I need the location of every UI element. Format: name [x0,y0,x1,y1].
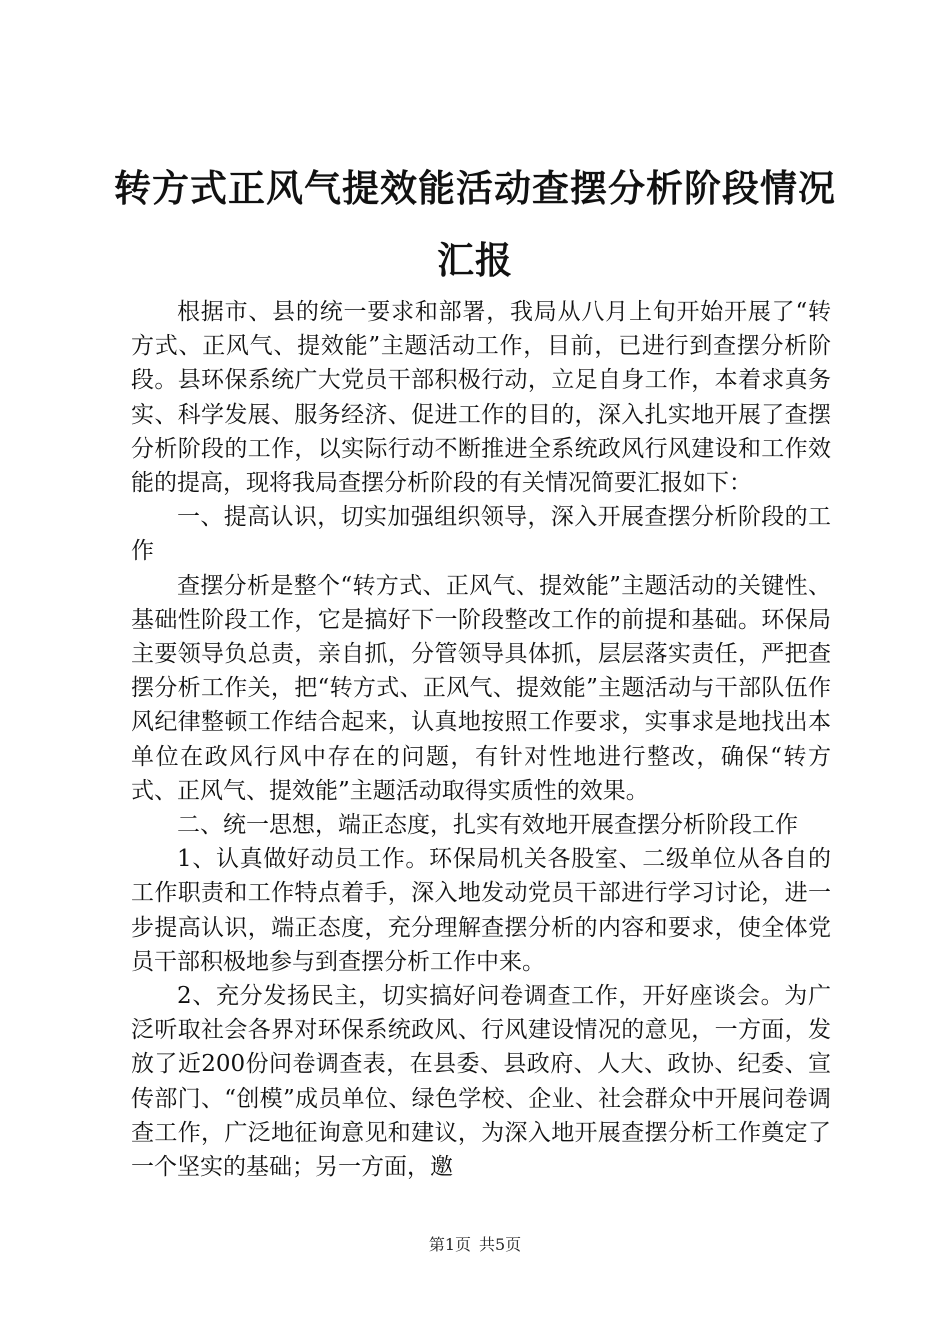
page-footer [0,1232,950,1255]
paragraph-section-1: 查摆分析是整个“转方式、正风气、提效能”主题活动的关键性、基础性阶段工作，它是搞好下一阶段整改工作的前提和基础。环保局主要领导负总责，亲自抓，分管领导具体抓，层层落实责任，严把查摆分析工作关，把“转方式、正风气、提效能”主题活动与干部队伍作风纪律整顿工作结合起来，认真地按照工作要求，实事求是地找出本单位在政风行风中存在的问题，有针对性地进行整改，确保“转方式、正风气、提效能”主题活动取得实质性的效果。 [131,572,831,804]
document-body [131,295,831,1184]
page-number: 第1页 [428,1235,471,1254]
document-title: 转方式正风气提效能活动查摆分析阶段情况汇报 [114,166,836,282]
paragraph-intro: 根据市、县的统一要求和部署，我局从八月上旬开始开展了“转方式、正风气、提效能”主题活动工作，目前，已进行到查摆分析阶段。县环保系统广大党员干部积极行动，立足自身工作，本着求真务实、科学发展、服务经济、促进工作的目的，深入扎实地开展了查摆分析阶段的工作，以实际行动不断推进全系统政风行风建设和工作效能的提高，现将我局查摆分析阶段的有关情况简要汇报如下： [131,299,831,497]
section-heading-2: 二、统一思想，端正态度，扎实有效地开展查摆分析阶段工作 [177,812,798,839]
paragraph-item-2: 2、充分发扬民主，切实搞好问卷调查工作，开好座谈会。为广泛听取社会各界对环保系统政风、行风建设情况的意见，一方面，发放了近200份问卷调查表，在县委、县政府、人大、政协、纪委、宣传部门、“创模”成员单位、绿色学校、企业、社会群众中开展问卷调查工作，广泛地征询意见和建议，为深入地开展查摆分析工作奠定了一个坚实的基础；另一方面，邀 [131,983,831,1181]
paragraph-item-1: 1、认真做好动员工作。环保局机关各股室、二级单位从各自的工作职责和工作特点着手，深入地发动党员干部进行学习讨论，进一步提高认识，端正态度，充分理解查摆分析的内容和要求，使全体党员干部积极地参与到查摆分析工作中来。 [131,846,831,975]
section-heading-1: 一、提高认识，切实加强组织领导，深入开展查摆分析阶段的工作 [131,504,831,565]
page-total: 共5页 [479,1235,522,1254]
